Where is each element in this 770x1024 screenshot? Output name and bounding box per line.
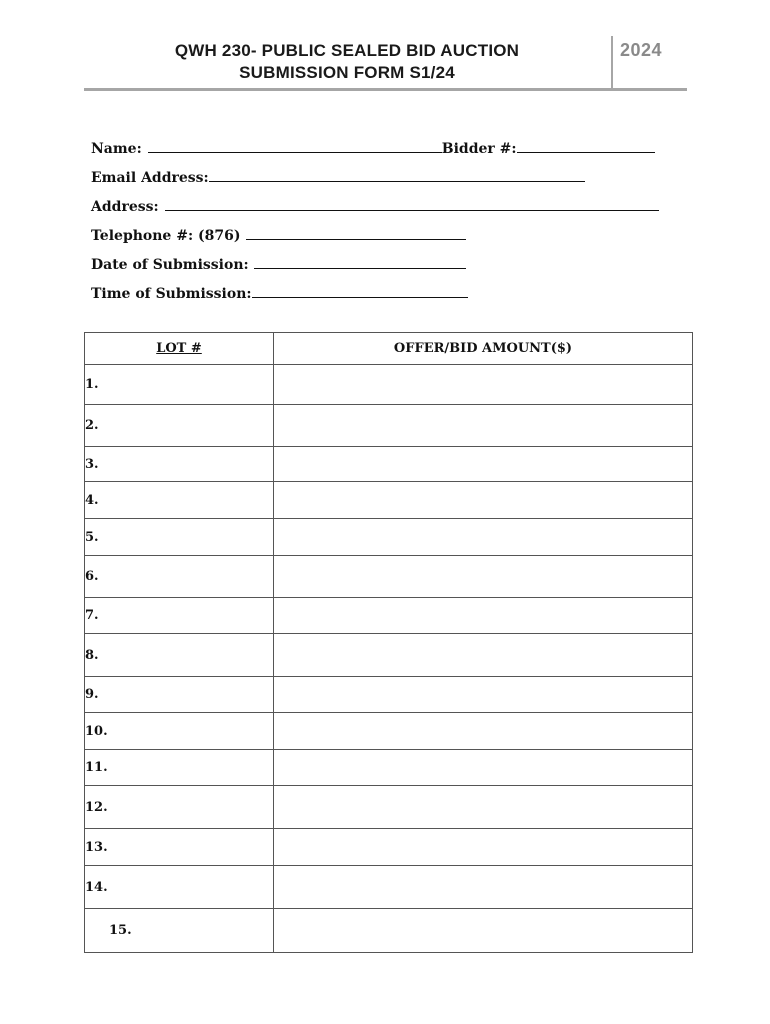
address-label: Address:: [91, 199, 159, 215]
time-label: Time of Submission:: [91, 286, 252, 302]
bidder-number-field[interactable]: [517, 138, 655, 153]
table-row: [85, 556, 693, 598]
bid-amount-cell[interactable]: [274, 677, 693, 713]
lot-number: 1.: [85, 365, 274, 405]
lot-number: 4.: [85, 482, 274, 519]
table-row: [85, 519, 693, 556]
email-row: [91, 157, 691, 186]
lot-number: 12.: [85, 786, 274, 829]
time-row: [91, 273, 691, 302]
table-row: [85, 634, 693, 677]
lot-number: 5.: [85, 519, 274, 556]
lot-column-header: LOT #: [85, 333, 274, 365]
bid-amount-cell[interactable]: [274, 866, 693, 909]
lot-number: 13.: [85, 829, 274, 866]
table-row: [85, 365, 693, 405]
bid-amount-cell[interactable]: [274, 634, 693, 677]
bid-table-header: [85, 333, 693, 365]
lot-number: 7.: [85, 598, 274, 634]
table-row: [85, 750, 693, 786]
address-row: [91, 186, 691, 215]
email-label: Email Address:: [91, 170, 209, 186]
bid-amount-cell[interactable]: [274, 447, 693, 482]
lot-number: 11.: [85, 750, 274, 786]
name-row: [91, 128, 691, 157]
name-field[interactable]: [148, 138, 442, 153]
telephone-label: Telephone #: (876): [91, 228, 241, 244]
form-title-line-2: SUBMISSION FORM S1/24: [239, 63, 455, 82]
bid-amount-cell[interactable]: [274, 556, 693, 598]
table-row: [85, 786, 693, 829]
table-row: [85, 909, 693, 953]
table-row: [85, 598, 693, 634]
table-row: [85, 713, 693, 750]
table-row: [85, 866, 693, 909]
date-field[interactable]: [254, 254, 466, 269]
form-title: [84, 40, 610, 84]
form-title-line-1: QWH 230- PUBLIC SEALED BID AUCTION: [174, 41, 520, 60]
bid-amount-cell[interactable]: [274, 713, 693, 750]
lot-number: 10.: [85, 713, 274, 750]
lot-number: 15.: [85, 909, 274, 953]
bid-amount-cell[interactable]: [274, 365, 693, 405]
lot-number: 14.: [85, 866, 274, 909]
form-year: 2024: [620, 40, 663, 60]
name-label: Name:: [91, 141, 142, 157]
bid-amount-cell[interactable]: [274, 829, 693, 866]
form-header: [84, 36, 687, 91]
lot-number: 3.: [85, 447, 274, 482]
bid-table: [84, 332, 693, 953]
bid-amount-cell[interactable]: [274, 519, 693, 556]
bidder-number-label: Bidder #:: [441, 141, 517, 157]
email-field[interactable]: [209, 167, 585, 182]
table-row: [85, 829, 693, 866]
bid-amount-cell[interactable]: [274, 786, 693, 829]
header-divider: [611, 36, 613, 88]
table-row: [85, 482, 693, 519]
bidder-details: [91, 128, 691, 302]
bid-amount-cell[interactable]: [274, 750, 693, 786]
lot-number: 6.: [85, 556, 274, 598]
lot-number: 9.: [85, 677, 274, 713]
date-row: [91, 244, 691, 273]
bid-amount-cell[interactable]: [274, 405, 693, 447]
table-row: [85, 447, 693, 482]
bid-amount-cell[interactable]: [274, 482, 693, 519]
amount-column-header: OFFER/BID AMOUNT($): [274, 333, 693, 365]
table-row: [85, 405, 693, 447]
bid-amount-cell[interactable]: [274, 909, 693, 953]
telephone-row: [91, 215, 691, 244]
time-field[interactable]: [252, 283, 468, 298]
address-field[interactable]: [165, 196, 659, 211]
bid-amount-cell[interactable]: [274, 598, 693, 634]
date-label: Date of Submission:: [91, 257, 249, 273]
lot-number: 8.: [85, 634, 274, 677]
table-row: [85, 677, 693, 713]
lot-number: 2.: [85, 405, 274, 447]
telephone-field[interactable]: [246, 225, 466, 240]
